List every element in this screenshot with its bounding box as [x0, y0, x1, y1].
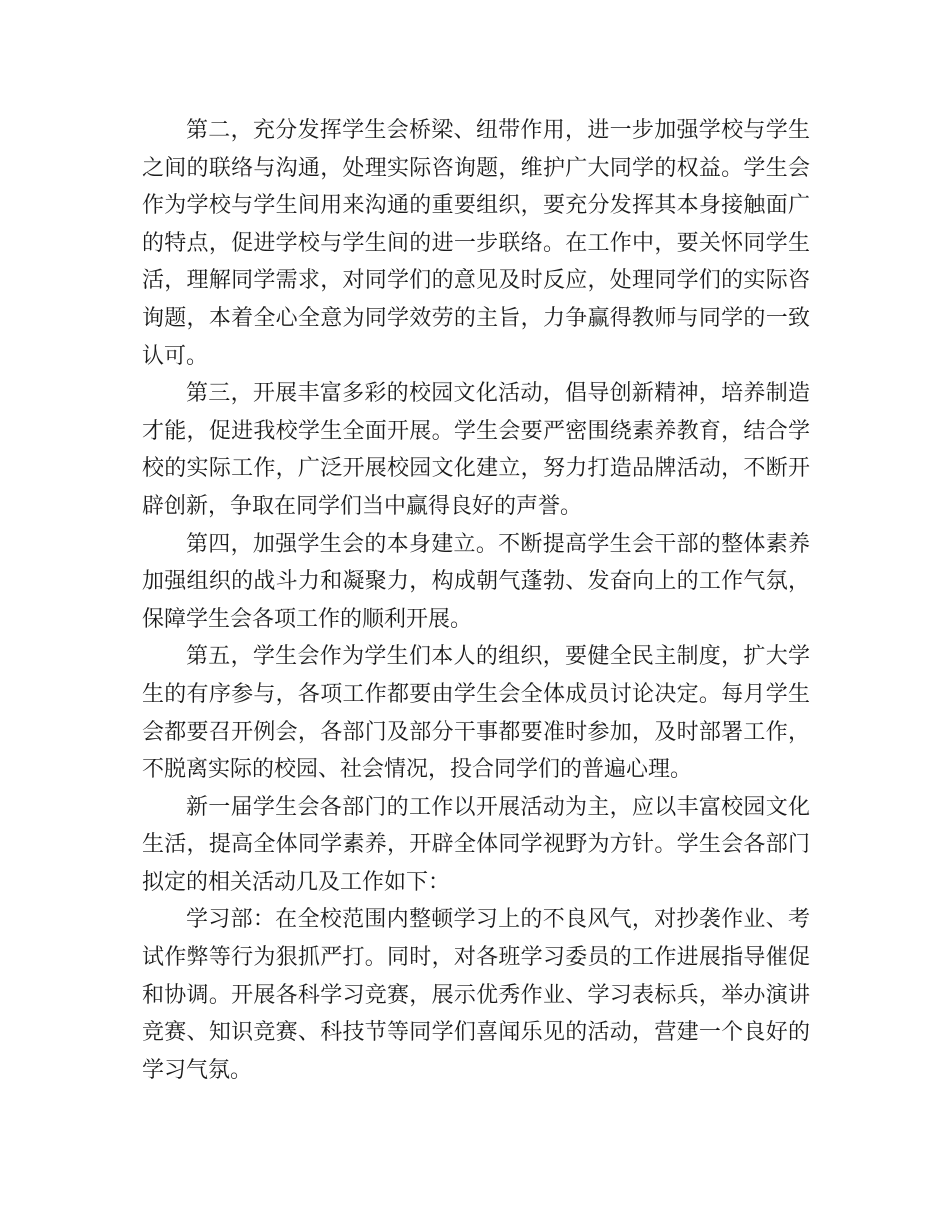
paragraph-second-point: 第二，充分发挥学生会桥梁、纽带作用，进一步加强学校与学生之间的联络与沟通，处理实际咨询题，维护广大同学的权益。学生会作为学校与学生间用来沟通的重要组织，要充分发挥其本身接触面广的特点，促进学校与学生间的进一步联络。在工作中，要关怀同学生活，理解同学需求，对同学们的意见及时反应，处理同学们的实际咨询题，本着全心全意为同学效劳的主旨，力争赢得教师与同学的一致认可。 [142, 118, 810, 369]
paragraph-fourth-point: 第四，加强学生会的本身建立。不断提高学生会干部的整体素养加强组织的战斗力和凝聚力，构成朝气蓬勃、发奋向上的工作气氛，保障学生会各项工作的顺利开展。 [142, 531, 810, 632]
document-body [142, 112, 810, 1089]
paragraph-third-point: 第三，开展丰富多彩的校园文化活动，倡导创新精神，培养制造才能，促进我校学生全面开展。学生会要严密围绕素养教育，结合学校的实际工作，广泛开展校园文化建立，努力打造品牌活动，不断开辟创新，争取在同学们当中赢得良好的声誉。 [142, 381, 810, 519]
paragraph-study-department: 学习部：在全校范围内整顿学习上的不良风气，对抄袭作业、考试作弊等行为狠抓严打。同时，对各班学习委员的工作进展指导催促和协调。开展各科学习竞赛，展示优秀作业、学习表标兵，举办演讲竞赛、知识竞赛、科技节等同学们喜闻乐见的活动，营建一个良好的学习气氛。 [142, 907, 810, 1083]
paragraph-fifth-point: 第五，学生会作为学生们本人的组织，要健全民主制度，扩大学生的有序参与，各项工作都要由学生会全体成员讨论决定。每月学生会都要召开例会，各部门及部分干事都要准时参加，及时部署工作，不脱离实际的校园、社会情况，投合同学们的普遍心理。 [142, 644, 810, 783]
paragraph-department-intro: 新一届学生会各部门的工作以开展活动为主，应以丰富校园文化生活，提高全体同学素养，开辟全体同学视野为方针。学生会各部门拟定的相关活动几及工作如下： [142, 794, 810, 895]
